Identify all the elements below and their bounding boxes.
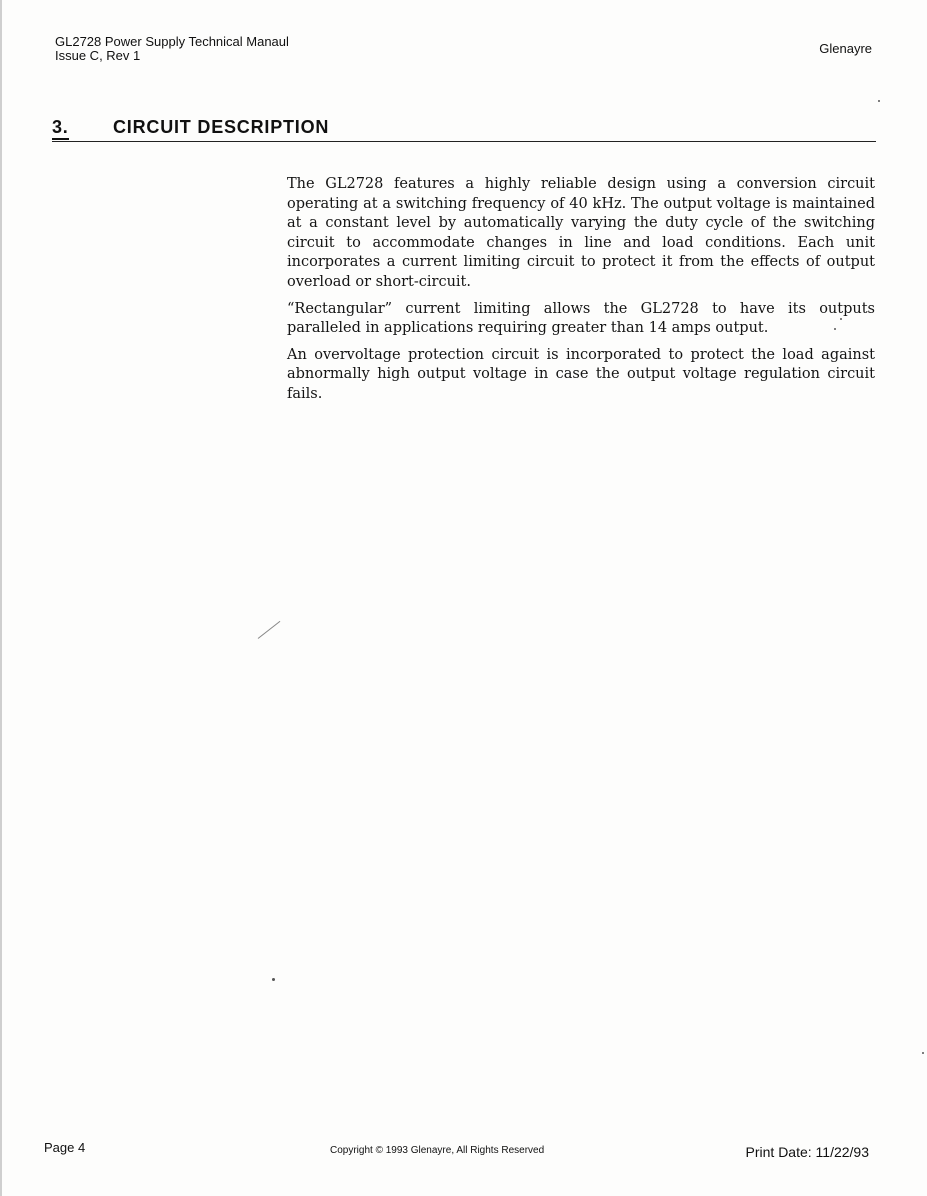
scan-speck (878, 100, 880, 102)
copyright: Copyright © 1993 Glenayre, All Rights Reserved (330, 1145, 545, 1156)
scan-speck (840, 318, 842, 320)
heading-rule (52, 141, 876, 142)
section-heading (52, 117, 876, 143)
paragraph-1: The GL2728 features a highly reliable design using a conversion circuit operating at a switching frequency of 40 kHz. The output voltage is maintained at a constant level by automatically varying the duty cycle of the switching circuit to accommodate changes in line and load conditions. Each unit incorporates a current limiting circuit to protect it from the effects of output overload or short-circuit. (287, 176, 875, 290)
doc-title: GL2728 Power Supply Technical Manaul (55, 34, 289, 49)
company-name: Glenayre (819, 41, 872, 56)
page-edge (0, 0, 2, 1196)
scan-speck (922, 1052, 924, 1054)
header-left (55, 35, 289, 63)
scan-mark (258, 621, 281, 639)
page-number: Page 4 (44, 1140, 86, 1155)
section-title: CIRCUIT DESCRIPTION (113, 117, 330, 137)
scan-speck (272, 978, 275, 981)
section-number: 3. (52, 117, 69, 140)
print-date: Print Date: 11/22/93 (745, 1144, 869, 1160)
body-text (287, 175, 875, 412)
doc-issue: Issue C, Rev 1 (55, 48, 141, 63)
paragraph-3: An overvoltage protection circuit is incorporated to protect the load against abnormally high output voltage in case the output voltage regulation circuit fails. (287, 346, 875, 402)
scan-speck (834, 328, 836, 330)
paragraph-2: “Rectangular” current limiting allows the GL2728 to have its outputs paralleled in applications requiring greater than 14 amps output. (287, 300, 875, 337)
